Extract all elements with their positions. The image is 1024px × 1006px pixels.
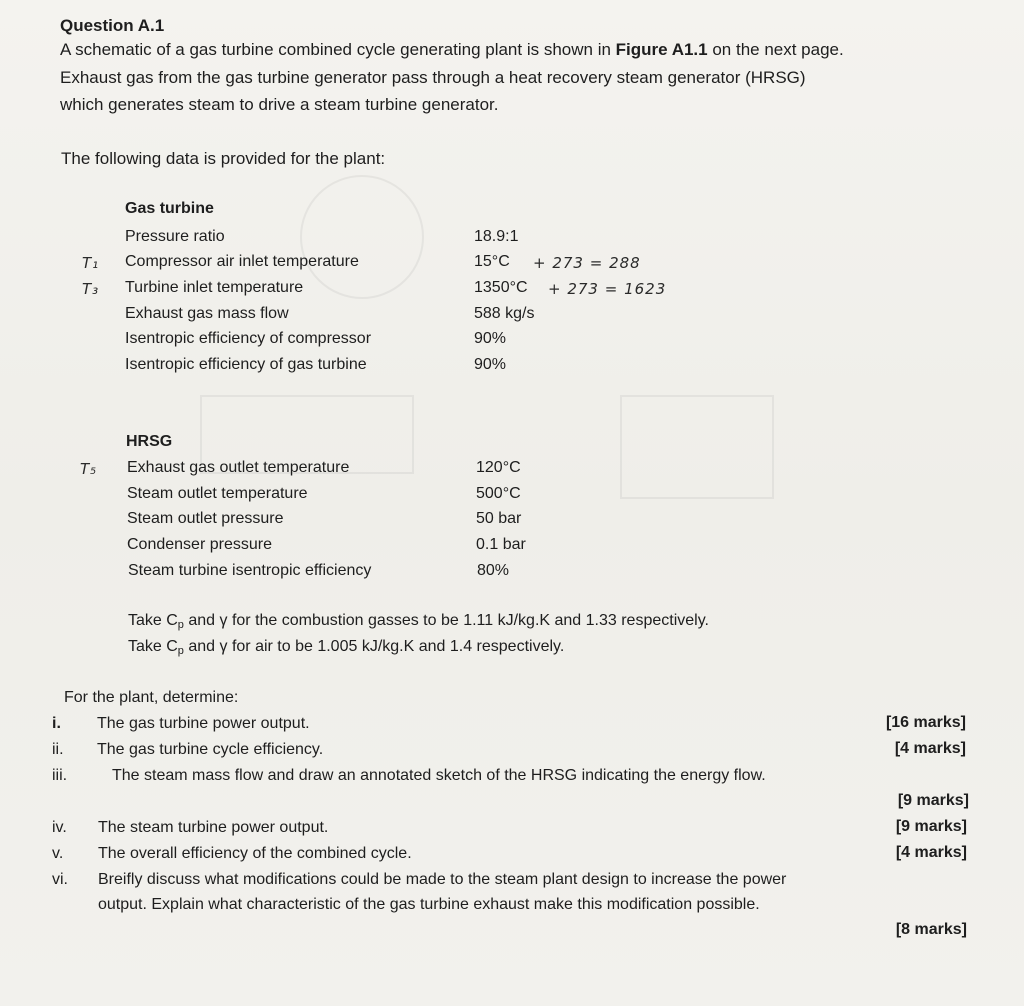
task-marks-3: [9 marks] [895,818,967,835]
task-text-4: The overall efficiency of the combined cycle. [98,845,412,862]
gt-mark-1: T₁ [82,254,100,272]
property-line-2 [128,638,564,657]
gt-label-4: Isentropic efficiency of compressor [125,330,372,347]
hrsg-label-1: Steam outlet temperature [127,485,308,502]
hrsg-label-0: Exhaust gas outlet temperature [127,459,350,476]
task-number-2: iii. [52,767,68,784]
hrsg-value-2: 50 bar [476,510,522,527]
question-title: Question A.1 [60,16,165,35]
property-1-post: and γ for the combustion gasses to be 1.11 kJ/kg.K and 1.33 respectively. [183,612,709,629]
gt-label-0: Pressure ratio [125,228,225,245]
intro-line-1-tail: on the next page. [707,40,844,59]
task-text-3: The steam turbine power output. [98,819,329,836]
gt-value-5: 90% [474,356,507,373]
task-number-4: v. [52,845,64,862]
determine-intro: For the plant, determine: [64,689,239,706]
gt-note-2: + 273 = 1623 [548,280,667,298]
intro-line-1 [60,40,844,60]
task-number-1: ii. [52,741,64,758]
property-2-sub: p [177,645,184,657]
intro-line-3: which generates steam to drive a steam turbine generator. [60,95,499,114]
hrsg-label-4: Steam turbine isentropic efficiency [128,562,372,579]
task-marks-1: [4 marks] [894,740,966,757]
gt-value-1: 15°C [474,253,510,270]
task-text-0: The gas turbine power output. [97,715,310,732]
task-marks-0: [16 marks] [885,714,966,731]
show-through-circle [300,175,424,299]
hrsg-mark-0: T₅ [80,460,98,478]
hrsg-value-4: 80% [477,562,510,579]
gt-value-3: 588 kg/s [474,305,535,322]
gt-label-5: Isentropic efficiency of gas turbine [125,356,367,373]
hrsg-label-3: Condenser pressure [127,536,272,553]
intro-line-1-text: A schematic of a gas turbine combined cycle generating plant is shown in [60,40,616,59]
gt-label-1: Compressor air inlet temperature [125,253,359,270]
property-1-sub: p [177,619,184,631]
task-marks-2: [9 marks] [897,792,969,809]
property-line-1 [128,612,709,631]
show-through-box-2 [620,395,774,499]
property-2-post: and γ for air to be 1.005 kJ/kg.K and 1.4 respectively. [183,638,565,655]
task-text-5: Breifly discuss what modifications could be made to the steam plant design to increase the power [98,871,787,888]
gt-label-2: Turbine inlet temperature [125,279,304,296]
gt-value-2: 1350°C [474,279,528,296]
hrsg-value-0: 120°C [476,459,521,476]
gas-turbine-heading: Gas turbine [125,200,214,217]
hrsg-value-3: 0.1 bar [476,536,526,553]
gt-mark-2: T₃ [82,280,100,298]
task-text-1: The gas turbine cycle efficiency. [97,741,324,758]
task-number-3: iv. [52,819,67,836]
hrsg-value-1: 500°C [476,485,521,502]
task-marks-5: [8 marks] [895,921,967,938]
task-number-0: i. [52,715,61,732]
gt-value-4: 90% [474,330,507,347]
data-intro: The following data is provided for the plant: [61,149,386,168]
property-1-pre: Take C [128,612,178,629]
property-2-pre: Take C [128,638,178,655]
figure-reference: Figure A1.1 [615,40,708,59]
gt-label-3: Exhaust gas mass flow [125,305,289,322]
task-text-5-cont: output. Explain what characteristic of the gas turbine exhaust make this modification possible. [98,896,760,913]
gt-note-1: + 273 = 288 [533,254,641,272]
task-marks-4: [4 marks] [895,844,967,861]
task-number-5: vi. [52,871,68,888]
intro-line-2: Exhaust gas from the gas turbine generator pass through a heat recovery steam generator (HRSG) [60,68,806,87]
hrsg-heading: HRSG [126,433,173,450]
task-text-2: The steam mass flow and draw an annotated sketch of the HRSG indicating the energy flow. [112,767,766,784]
gt-value-0: 18.9:1 [474,228,519,245]
hrsg-label-2: Steam outlet pressure [127,510,284,527]
